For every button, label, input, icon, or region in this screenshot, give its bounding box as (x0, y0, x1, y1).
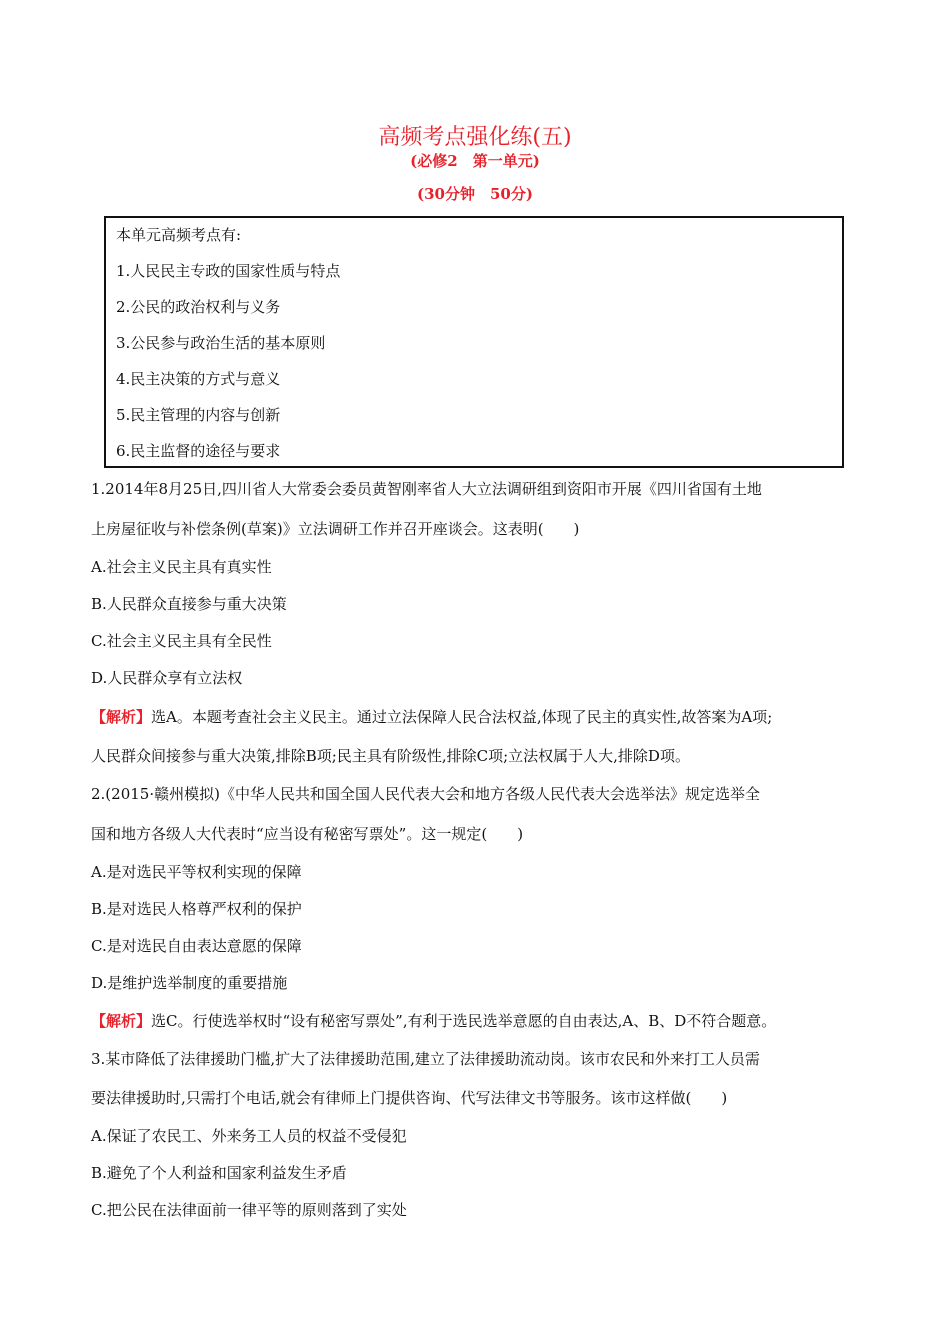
question-2-option-c: C.是对选民自由表达意愿的保障 (91, 937, 302, 955)
question-3-option-c: C.把公民在法律面前一律平等的原则落到了实处 (91, 1201, 407, 1219)
question-1-option-c: C.社会主义民主具有全民性 (91, 632, 272, 650)
key-point-item: 6.民主监督的途径与要求 (116, 442, 281, 460)
question-1-analysis-line2: 人民群众间接参与重大决策,排除B项;民主具有阶级性,排除C项;立法权属于人大,排除D项。 (91, 747, 690, 765)
key-point-item: 3.公民参与政治生活的基本原则 (116, 334, 326, 352)
analysis-label: 【解析】 (91, 1012, 152, 1030)
key-point-item: 5.民主管理的内容与创新 (116, 406, 281, 424)
question-2-stem-line2: 国和地方各级人大代表时“应当设有秘密写票处”。这一规定( ) (91, 825, 524, 843)
key-points-box (104, 216, 844, 468)
page-title: 高频考点强化练(五) (378, 125, 572, 150)
question-2-stem-line1: 2.(2015·赣州模拟)《中华人民共和国全国人民代表大会和地方各级人民代表大会选举法》规定选举全 (91, 785, 760, 803)
question-1-stem-line1: 1.2014年8月25日,四川省人大常委会委员黄智刚率省人大立法调研组到资阳市开展《四川省国有土地 (91, 480, 762, 498)
question-1-option-d: D.人民群众享有立法权 (91, 669, 243, 687)
key-point-item: 1.人民民主专政的国家性质与特点 (116, 262, 341, 280)
question-1-stem-line2: 上房屋征收与补偿条例(草案)》立法调研工作并召开座谈会。这表明( ) (91, 520, 580, 538)
question-2-option-a: A.是对选民平等权利实现的保障 (91, 863, 302, 881)
question-3-option-b: B.避免了个人利益和国家利益发生矛盾 (91, 1164, 347, 1182)
question-1-option-b: B.人民群众直接参与重大决策 (91, 595, 287, 613)
key-points-intro: 本单元高频考点有: (116, 226, 242, 244)
question-2-option-d: D.是维护选举制度的重要措施 (91, 974, 288, 992)
page-subtitle: (必修2 第一单元) (410, 152, 540, 170)
time-score-info: (30分钟 50分) (417, 185, 533, 203)
question-3-stem-line1: 3.某市降低了法律援助门槛,扩大了法律援助范围,建立了法律援助流动岗。该市农民和外来打工人员需 (91, 1050, 760, 1068)
question-2-option-b: B.是对选民人格尊严权利的保护 (91, 900, 302, 918)
question-3-option-a: A.保证了农民工、外来务工人员的权益不受侵犯 (91, 1127, 407, 1145)
question-2-analysis (91, 1010, 776, 1031)
question-1-option-a: A.社会主义民主具有真实性 (91, 558, 272, 576)
key-point-item: 2.公民的政治权利与义务 (116, 298, 281, 316)
analysis-text: 选C。行使选举权时“设有秘密写票处”,有利于选民选举意愿的自由表达,A、B、D不符合题意。 (151, 1012, 777, 1030)
key-point-item: 4.民主决策的方式与意义 (116, 370, 281, 388)
question-1-analysis-line1 (91, 706, 772, 727)
question-3-stem-line2: 要法律援助时,只需打个电话,就会有律师上门提供咨询、代写法律文书等服务。该市这样做( ) (91, 1089, 728, 1107)
analysis-text: 选A。本题考查社会主义民主。通过立法保障人民合法权益,体现了民主的真实性,故答案为A项; (151, 708, 773, 726)
analysis-label: 【解析】 (91, 708, 152, 726)
